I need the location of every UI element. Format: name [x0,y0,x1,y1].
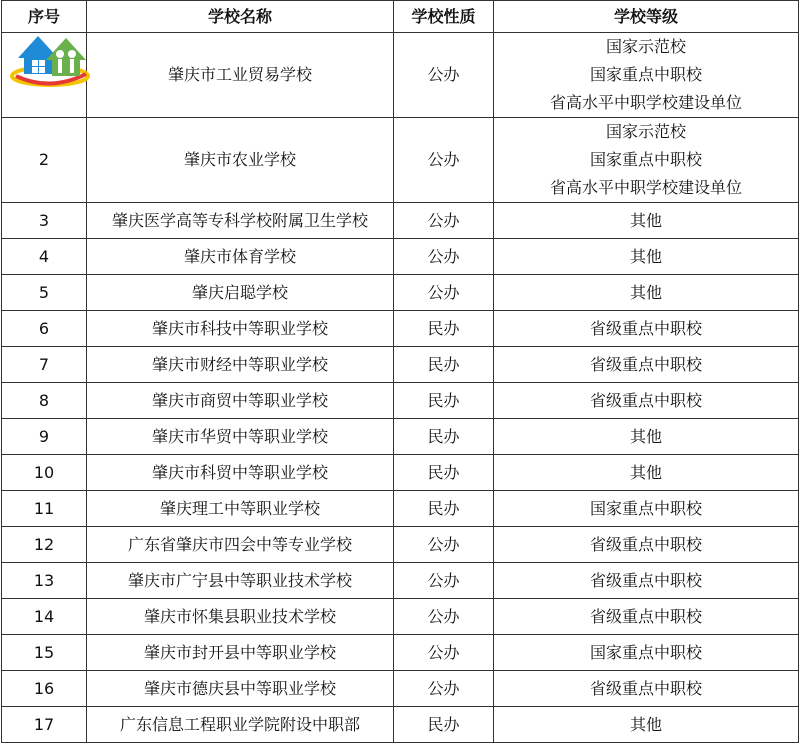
school-level-item: 省高水平中职学校建设单位 [549,93,742,112]
school-level-item: 省级重点中职校 [589,606,702,626]
school-name-cell: 肇庆启聪学校 [87,275,394,311]
table-row [2,383,799,419]
row-index: 5 [2,275,87,311]
school-name-cell: 肇庆市华贸中等职业学校 [87,419,394,455]
school-name-cell: 肇庆理工中等职业学校 [87,491,394,527]
school-type-cell: 公办 [394,635,494,671]
header-school-level: 学校等级 [494,1,799,33]
school-type-cell: 公办 [394,118,494,203]
school-name-cell: 肇庆市商贸中等职业学校 [87,383,394,419]
school-level-item: 省级重点中职校 [589,678,702,698]
school-level-item: 省级重点中职校 [589,354,702,374]
school-level-item: 其他 [629,462,662,482]
row-index: 8 [2,383,87,419]
school-type-cell: 公办 [394,599,494,635]
school-level-item: 其他 [629,246,662,266]
school-level-cell [494,563,799,599]
school-type-cell: 公办 [394,527,494,563]
row-index: 4 [2,239,87,275]
school-level-cell [494,419,799,455]
school-level-cell [494,635,799,671]
row-index: 12 [2,527,87,563]
table-row [2,118,799,203]
table-row [2,275,799,311]
school-level-cell [494,347,799,383]
table-row [2,599,799,635]
school-table [1,0,799,743]
row-index: 15 [2,635,87,671]
school-type-cell: 公办 [394,275,494,311]
school-level-item: 省级重点中职校 [589,534,702,554]
school-level-item: 省级重点中职校 [589,390,702,410]
table-row [2,419,799,455]
school-name-cell: 肇庆市科贸中等职业学校 [87,455,394,491]
table-row [2,671,799,707]
school-level-cell [494,383,799,419]
school-level-cell [494,599,799,635]
school-level-cell [494,275,799,311]
school-type-cell: 民办 [394,419,494,455]
table-row [2,203,799,239]
school-type-cell: 公办 [394,33,494,118]
row-index: 6 [2,311,87,347]
school-level-item: 省级重点中职校 [589,570,702,590]
school-level-item: 国家示范校 [605,122,686,141]
school-level-item: 其他 [629,210,662,230]
school-level-cell [494,118,799,203]
row-index: 9 [2,419,87,455]
school-name-cell: 肇庆市广宁县中等职业技术学校 [87,563,394,599]
school-type-cell: 公办 [394,203,494,239]
school-level-cell [494,527,799,563]
row-index: 14 [2,599,87,635]
school-type-cell: 民办 [394,491,494,527]
school-level-item: 国家重点中职校 [589,150,702,169]
school-level-item: 国家重点中职校 [589,642,702,662]
school-level-item: 省高水平中职学校建设单位 [549,178,742,197]
row-index: 7 [2,347,87,383]
table-row [2,527,799,563]
school-type-cell: 公办 [394,239,494,275]
school-name-cell: 肇庆市封开县中等职业学校 [87,635,394,671]
row-index: 3 [2,203,87,239]
school-name-cell: 广东信息工程职业学院附设中职部 [87,707,394,743]
table-row [2,347,799,383]
table-row [2,455,799,491]
house-logo-icon [8,18,92,90]
school-level-cell [494,239,799,275]
school-name-cell: 广东省肇庆市四会中等专业学校 [87,527,394,563]
row-index: 10 [2,455,87,491]
school-type-cell: 民办 [394,311,494,347]
table-row [2,311,799,347]
school-level-item: 国家重点中职校 [589,498,702,518]
school-name-cell: 肇庆市德庆县中等职业学校 [87,671,394,707]
school-name-cell: 肇庆医学高等专科学校附属卫生学校 [87,203,394,239]
row-index: 16 [2,671,87,707]
table-row [2,239,799,275]
table-row [2,33,799,118]
row-index: 2 [2,118,87,203]
school-level-item: 国家重点中职校 [589,65,702,84]
school-level-cell [494,491,799,527]
school-name-cell: 肇庆市财经中等职业学校 [87,347,394,383]
school-name-cell: 肇庆市科技中等职业学校 [87,311,394,347]
header-school-type: 学校性质 [394,1,494,33]
school-level-cell [494,33,799,118]
school-level-cell [494,455,799,491]
school-level-cell [494,671,799,707]
school-name-cell: 肇庆市农业学校 [87,118,394,203]
school-level-item: 其他 [629,282,662,302]
row-index: 17 [2,707,87,743]
school-type-cell: 民办 [394,455,494,491]
header-row [2,1,799,33]
table-row [2,707,799,743]
school-level-cell [494,311,799,347]
table-row [2,635,799,671]
row-index: 13 [2,563,87,599]
school-level-item: 省级重点中职校 [589,318,702,338]
school-name-cell: 肇庆市工业贸易学校 [87,33,394,118]
header-index: 序号 [2,1,87,33]
school-level-item: 国家示范校 [605,37,686,56]
school-type-cell: 民办 [394,707,494,743]
table-row [2,491,799,527]
school-name-cell: 肇庆市体育学校 [87,239,394,275]
school-type-cell: 公办 [394,671,494,707]
school-level-item: 其他 [629,426,662,446]
school-type-cell: 民办 [394,347,494,383]
school-type-cell: 民办 [394,383,494,419]
row-index: 11 [2,491,87,527]
school-name-cell: 肇庆市怀集县职业技术学校 [87,599,394,635]
header-school-name: 学校名称 [87,1,394,33]
school-level-cell [494,707,799,743]
school-level-cell [494,203,799,239]
school-type-cell: 公办 [394,563,494,599]
table-row [2,563,799,599]
school-level-item: 其他 [629,714,662,734]
